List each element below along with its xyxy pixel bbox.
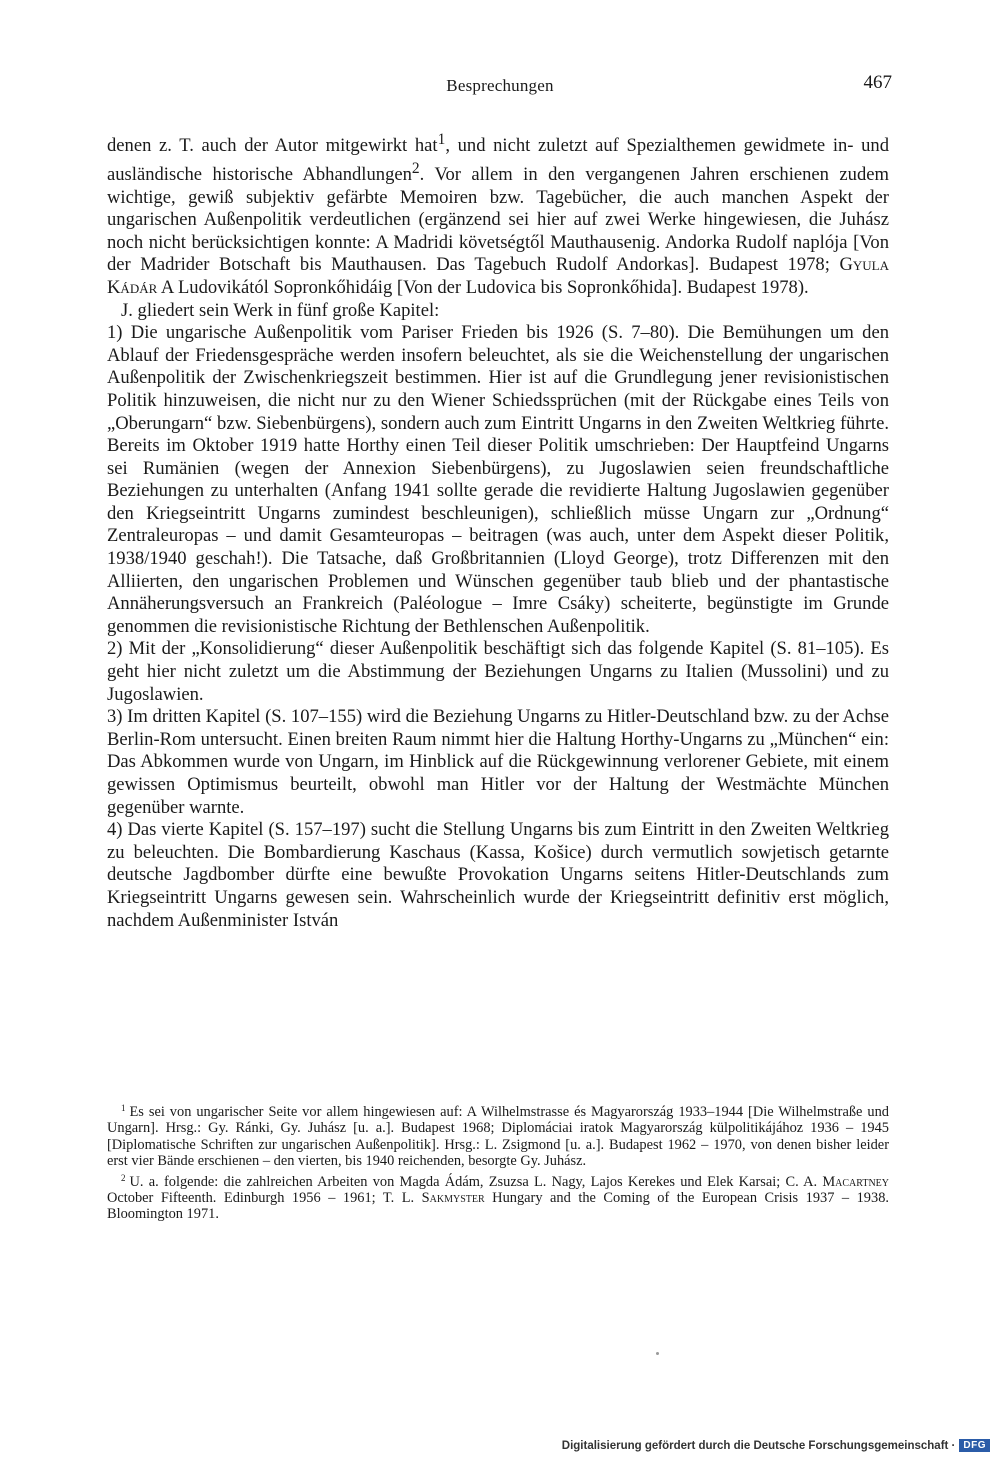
author-name: Gyula Kádár [107, 254, 889, 298]
author-name: Sakmyster [421, 1190, 485, 1207]
digitization-footer [562, 1439, 990, 1452]
footnote-number: 2 [121, 1172, 126, 1183]
text-run: 3) Im dritten Kapitel (S. 107–155) wird die Beziehung Ungarns zu Hitler-Deutschland bzw. zu der Achse Berlin-Rom untersucht. Einen breiten Raum nimmt hier die Haltung Horthy-Ungarns zu „München“ ein: Das Abkommen wurde von Ungarn, im Hinblick auf die Rückgewinnung verlorener Gebiete, mit einem gewissen Optimismus beurteilt, obwohl man Hitler vor der Haltung der Westmächte München gegenüber warnte. [107, 706, 889, 818]
footnote-number: 1 [121, 1103, 126, 1113]
text-run: 4) Das vierte Kapitel (S. 157–197) sucht die Stellung Ungarns bis zum Eintritt in den Zweiten Weltkrieg zu beleuchten. Die Bombardierung Kaschaus (Kassa, Košice) durch vermutlich sowjetisch getarnte deutsche Jagdbomber dürfte eine bewußte Provokation Ungarns seitens Hitler-Deutschlands zum Kriegseintritt Ungarns gewesen sein. Wahrscheinlich wurde der Kriegseintritt definitiv erst möglich, nachdem Außenminister István [107, 819, 889, 931]
text-run: 1) Die ungarische Außenpolitik vom Pariser Frieden bis 1926 (S. 7–80). Die Bemühungen um den Ablauf der Friedensgespräche werden insofern beleuchtet, als sie die Weichenstellung der ungarischen Außenpolitik der Zwischenkriegszeit bestimmen. Hier ist auf die Grundlegung jener revisionistischen Politik hinzuweisen, die nicht nur zu den Wiener Schiedssprüchen (mit der Rückgabe eines Teils von „Oberungarn“ bzw. Siebenbürgens), sondern auch zum Eintritt Ungarns in den Zweiten Weltkrieg führte. Bereits im Oktober 1919 hatte Horthy einen Teil dieser Politik umschrieben: Der Hauptfeind Ungarns sei Rumänien (wegen der Annexion Siebenbürgens), zu Jugoslawien seien freundschaftliche Beziehungen zu unterhalten (Anfang 1941 sollte gerade die revidierte Haltung Jugoslawien gegenüber den Kriegseintritt Ungarns zumindest beschleunigen), schließlich müsse Ungarn zur „Ordnung“ Zentraleuropas – und damit Gesamteuropas – beitragen (was auch, unter dem Aspekt dieser Politik, 1938/1940 geschah!). Die Tatsache, daß Großbritannien (Lloyd George), trotz Differenzen mit den Alliierten, den ungarischen Problemen und Wünschen gegenüber taub blieb und der phantastische Annäherungsversuch an Frankreich (Paléologue – Imre Csáky) scheiterte, begünstigte im Grunde genommen die revisionistische Richtung der Bethlenschen Außenpolitik. [107, 322, 889, 637]
text-run: 2) Mit der „Konsolidierung“ dieser Außenpolitik beschäftigt sich das folgende Kapitel (S. 81–105). Es geht hier nicht zuletzt um die Abstimmung der Beziehungen Ungarns zu Italien (Mussolini) und zu Jugoslawien. [107, 638, 889, 705]
author-name: Macartney [822, 1173, 889, 1190]
text-run: October Fifteenth. Edinburgh 1956 – 1961; T. L. [107, 1190, 422, 1207]
paragraph-chapter-4 [107, 819, 889, 932]
text-run: J. gliedert sein Werk in fünf große Kapitel: [121, 299, 440, 321]
scan-speck [656, 1352, 659, 1355]
text-run: Hungary and the Coming of the European Crisis 1937 – 1938. Bloomington 1971. [107, 1190, 889, 1223]
running-title: Besprechungen [446, 76, 554, 95]
paragraph-chapter-3 [107, 706, 889, 819]
text-run: , und nicht zuletzt auf Spezialthemen gewidmete in- und ausländische historische Abhandlungen [107, 135, 889, 185]
footnote-1 [107, 1100, 889, 1170]
paragraph-intro [107, 129, 889, 300]
footnote-2 [107, 1170, 889, 1223]
paragraph-chapter-2 [107, 638, 889, 706]
text-run: A Ludovikától Sopronkőhidáig [Von der Ludovica bis Sopronkőhida]. Budapest 1978). [157, 276, 809, 298]
footnote-ref: 2 [411, 159, 420, 177]
digitization-credit: Digitalisierung gefördert durch die Deutsche Forschungsgemeinschaft · [561, 1439, 956, 1452]
paragraph-chapter-overview [107, 300, 889, 323]
running-header [100, 72, 900, 100]
paragraph-chapter-1 [107, 322, 889, 638]
text-run: denen z. T. auch der Autor mitgewirkt hat [107, 135, 438, 157]
text-run: . Vor allem in den vergangenen Jahren erschienen zudem wichtige, gewiß subjektiv gefärbte Memoiren bzw. Tagebücher, die auch manchen Aspekt der ungarischen Außenpolitik verdeutlichen (ergänzend sei hier auf zwei Werke hingewiesen, die Juhász noch nicht berücksichtigen konnte: A Madridi követségtől Mauthausenig. Andorka Rudolf naplója [Von der Madrider Botschaft bis Mauthausen. Das Tagebuch Rudolf Andorkas]. Budapest 1978; [107, 163, 889, 276]
page-number: 467 [863, 72, 892, 93]
body-text [107, 129, 889, 932]
footnote-ref: 1 [437, 131, 446, 148]
footnotes [107, 1100, 889, 1223]
dfg-logo: DFG [959, 1439, 990, 1452]
text-run: U. a. folgende: die zahlreichen Arbeiten von Magda Ádám, Zsuzsa L. Nagy, Lajos Kerekes und Elek Karsai; C. A. [129, 1173, 823, 1190]
text-run: Es sei von ungarischer Seite vor allem hingewiesen auf: A Wilhelmstrasse és Magyarország 1933–1944 [Die Wilhelmstraße und Ungarn]. Hrsg.: Gy. Ránki, Gy. Juhász [u. a.]. Budapest 1968; Diplomáciai iratok Magyarország külpolitikájához 1936 – 1945 [Diplomatische Schriften zur ungarischen Außenpolitik]. Hrsg.: L. Zsigmond [u. a.]. Budapest 1962 – 1970, von denen bisher leider erst vier Bände erschienen – den vierten, bis 1940 reichenden, besorgte Gy. Juhász. [107, 1104, 889, 1170]
